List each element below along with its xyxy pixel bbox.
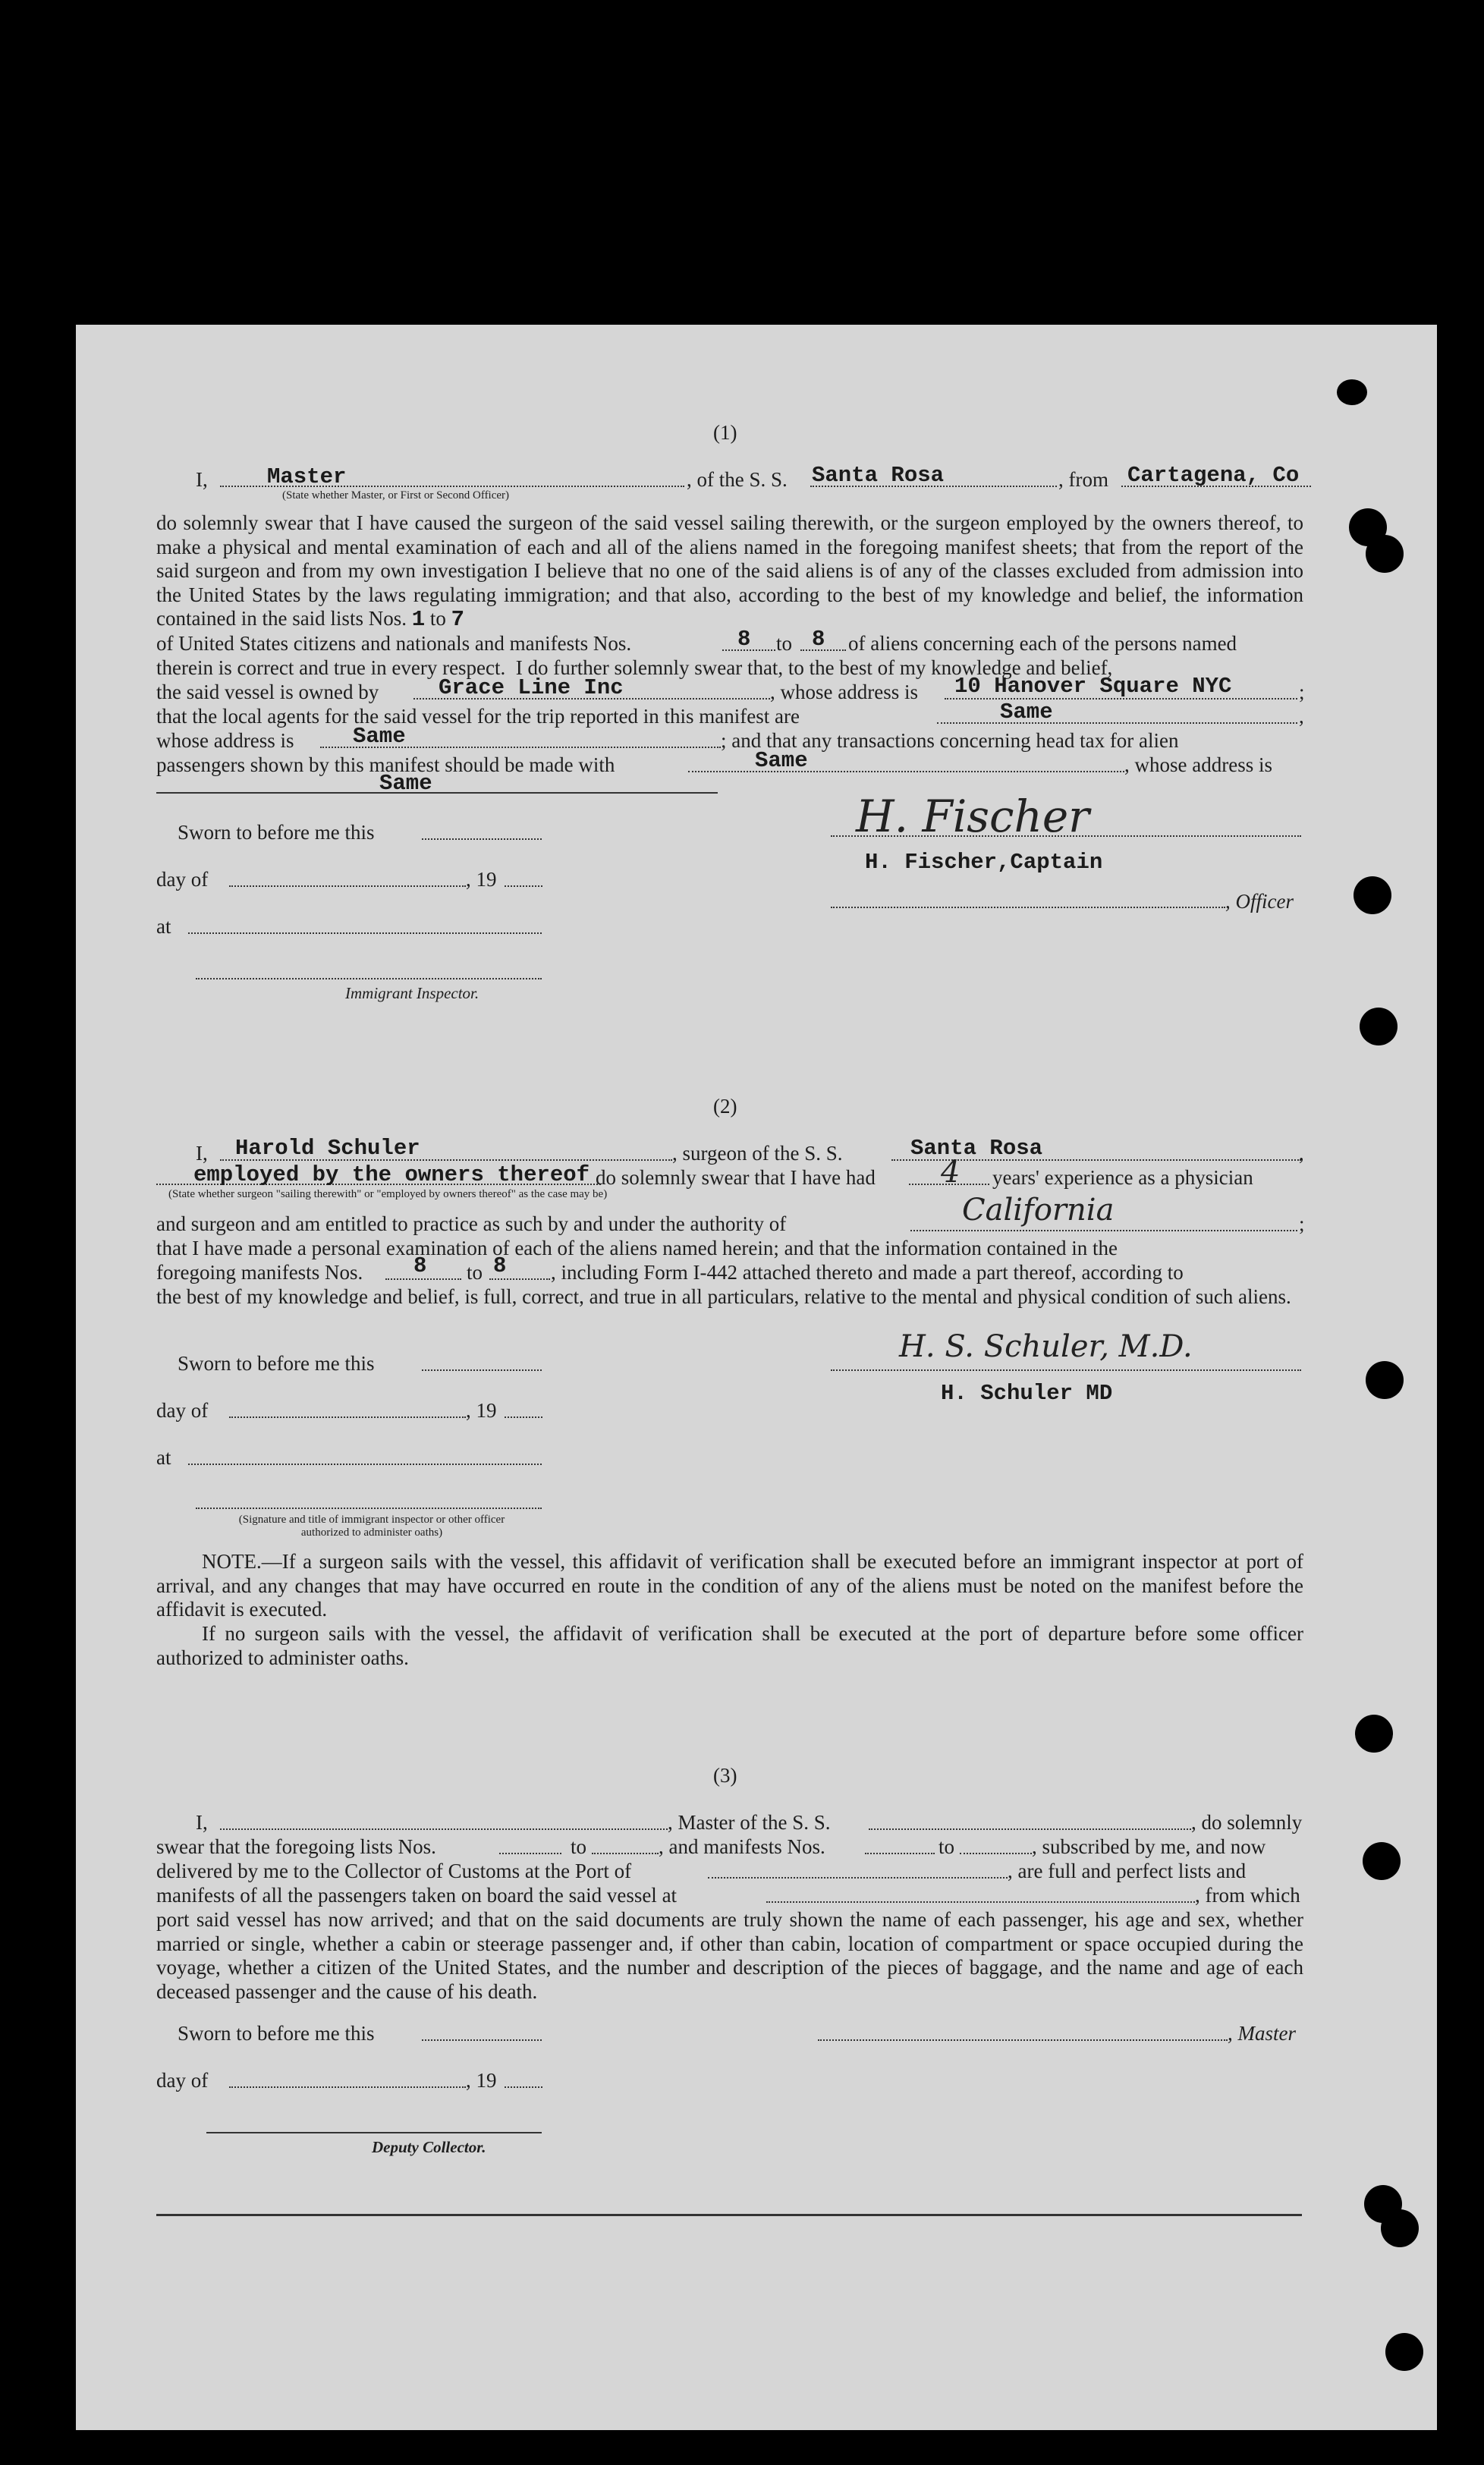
punch-hole [1337, 379, 1367, 405]
punch-hole [1363, 1842, 1401, 1880]
punch-hole [1366, 1361, 1404, 1399]
field-line [505, 885, 542, 887]
intro-prefix: I, [196, 1811, 208, 1834]
field-line [206, 2132, 542, 2133]
agents-address-field: Same [353, 724, 406, 749]
including-text: , including Form I-442 attached thereto and made a part thereof, according to [551, 1261, 1184, 1284]
field-line [196, 978, 542, 979]
vessel-name-field: Santa Rosa [812, 463, 945, 488]
label-of-ss: , of the S. S. [687, 468, 788, 491]
label-to: to [467, 1261, 483, 1284]
field-line [229, 885, 466, 887]
inspector-caption: (Signature and title of immigrant inspector or other officer authorized to administer oaths) [238, 1514, 505, 1539]
head-tax-text: ; and that any transactions concerning head tax for alien [721, 729, 1179, 752]
employment-caption: (State whether surgeon "sailing therewith" or "employed by owners thereof" as the case may be) [168, 1188, 608, 1200]
bottom-rule [156, 2214, 1302, 2216]
master-caption: , Master [1228, 2022, 1296, 2045]
year-label: , 19 [466, 2069, 497, 2092]
semicolon: ; [1299, 681, 1305, 703]
day-of-label: day of [156, 868, 209, 891]
lists-to-field: 7 [451, 607, 465, 632]
surgeon-name-field: Harold Schuler [235, 1136, 420, 1161]
punch-hole [1360, 1008, 1398, 1045]
years-text: years' experience as a physician [992, 1166, 1253, 1189]
note-paragraph-2: If no surgeon sails with the vessel, the affidavit of verification shall be executed at the port of departure before some officer authorized to administer oaths. [156, 1622, 1303, 1669]
field-line [229, 1416, 466, 1418]
owner-address-label: , whose address is [770, 681, 918, 703]
note-paragraph [156, 1550, 1303, 1622]
intro-prefix: I, [196, 1142, 208, 1165]
field-line [385, 1278, 461, 1280]
manifests-of-text: manifests of all the passengers taken on board the said vessel at [156, 1884, 678, 1907]
manifest-to-field: 8 [493, 1253, 507, 1278]
field-line [960, 1853, 1032, 1854]
local-agents-field: Same [1000, 700, 1053, 725]
section1-body: do solemnly swear that I have caused the surgeon of the said vessel sailing therewith, or the surgeon employed by the owners thereof, to make a physical and mental examination of each and all of the aliens named in the foregoing manifest sheets; that from the report of the said surgeon and from my own investigation I believe that no one of the said aliens is of any of the classes excluded from admission into the United States by the laws regulating immigration; and that also, according to the best of my knowledge and belief, the information contained in the said lists Nos. 1 to 7 [156, 511, 1303, 632]
do-solemnly-label: , do solemnly [1191, 1811, 1303, 1834]
field-line [422, 1369, 542, 1371]
manifest-from-field: 8 [737, 627, 751, 652]
punch-hole [1355, 1715, 1393, 1753]
manifest-to-field: 8 [812, 627, 825, 652]
subscribed-label: , subscribed by me, and now [1032, 1835, 1266, 1858]
semicolon: ; [1299, 1212, 1305, 1235]
field-line [220, 1828, 668, 1830]
sworn-label: Sworn to before me this [178, 2022, 375, 2045]
master-of-label: , Master of the S. S. [668, 1811, 831, 1834]
signer-name: H. Fischer,Captain [865, 850, 1103, 875]
field-line [869, 1828, 1191, 1830]
head-tax-address-field: Same [379, 771, 432, 796]
at-label: at [156, 1446, 171, 1469]
collector-caption: Deputy Collector. [372, 2138, 486, 2156]
punch-hole [1381, 2209, 1419, 2247]
passengers-text: passengers shown by this manifest should be made with [156, 753, 615, 776]
field-line [937, 722, 1297, 724]
vessel-name-field: Santa Rosa [910, 1136, 1043, 1161]
note-text: —If a surgeon sails with the vessel, this affidavit of verification shall be executed before an immigrant inspector at port of arrival, and any changes that may have occurred en route in the condition of any of the aliens must be noted on the manifest before the affidavit is executed. [156, 1550, 1303, 1621]
authority-field: California [962, 1193, 1115, 1228]
section3-body: port said vessel has now arrived; and that on the said documents are truly shown the name of each passenger, his age and sex, whether married or single, whether a cabin or steerage passenger and, if other than cabin, location of compartment or space occupied during the voyage, whether a citizen of the United States, and the number and description of the pieces of baggage, and the name and age of each deceased passenger and the cause of his death. [156, 1908, 1303, 2003]
field-line [229, 2086, 466, 2088]
officer-rank-field: Master [267, 464, 347, 489]
field-line [422, 838, 542, 840]
field-line [422, 2039, 542, 2041]
field-line [865, 1853, 935, 1854]
field-line [766, 1901, 1195, 1903]
practice-text: and surgeon and am entitled to practice as such by and under the authority of [156, 1212, 787, 1235]
body2-start: of aliens concerning each of the persons named [848, 632, 1237, 655]
field-line [499, 1853, 561, 1854]
employment-field: employed by the owners thereof [193, 1162, 590, 1187]
head-tax-party-field: Same [755, 748, 808, 773]
inspector-caption: Immigrant Inspector. [345, 984, 479, 1002]
sworn-label: Sworn to before me this [178, 821, 375, 844]
punch-hole [1354, 876, 1391, 914]
signature-line [818, 2039, 1228, 2041]
whose-address-label: whose address is [156, 729, 294, 752]
from-port-field: Cartagena, Co [1127, 463, 1300, 488]
intro-prefix: I, [196, 468, 208, 491]
field-line [489, 1278, 550, 1280]
surgeon-of-label: , surgeon of the S. S. [672, 1142, 843, 1165]
day-of-label: day of [156, 2069, 209, 2092]
field-line [505, 2086, 542, 2088]
label-from: , from [1058, 468, 1108, 491]
comma: , [1299, 1142, 1304, 1165]
section-number: (1) [713, 421, 737, 444]
and-manifests-label: , and manifests Nos. [659, 1835, 825, 1858]
lists-from-field: 1 [411, 607, 426, 632]
year-label: , 19 [466, 1399, 497, 1422]
delivered-text: delivered by me to the Collector of Customs at the Port of [156, 1860, 632, 1882]
comma: , [1299, 705, 1304, 728]
full-lists-label: , are full and perfect lists and [1008, 1860, 1247, 1882]
field-line [831, 907, 1225, 908]
section-number: (2) [713, 1095, 737, 1118]
field-line [188, 1464, 542, 1465]
rank-caption: (State whether Master, or First or Second Officer) [282, 489, 510, 501]
whose-address-label: , whose address is [1124, 753, 1272, 776]
field-line [196, 1508, 542, 1509]
signature-line [831, 1369, 1301, 1371]
body2-line: therein is correct and true in every respect. I do further solemnly swear that, to the best of my knowledge and belief, [156, 656, 1113, 679]
manifests-text: foregoing manifests Nos. [156, 1261, 363, 1284]
captain-signature: H. Fischer [856, 791, 1089, 842]
owned-by-text: the said vessel is owned by [156, 681, 379, 703]
from-which-label: , from which [1195, 1884, 1300, 1907]
label-to: to [776, 632, 793, 655]
label-to: to [939, 1835, 955, 1858]
field-line [688, 771, 1124, 772]
label-to: to [571, 1835, 587, 1858]
field-line [156, 792, 718, 794]
us-citizens-text: of United States citizens and nationals and manifests Nos. [156, 632, 632, 655]
note-label: NOTE. [202, 1550, 262, 1573]
day-of-label: day of [156, 1399, 209, 1422]
officer-caption: , Officer [1225, 890, 1294, 913]
field-line [505, 1416, 542, 1418]
owner-address-field: 10 Hanover Square NYC [954, 674, 1232, 699]
local-agents-text: that the local agents for the said vessel for the trip reported in this manifest are [156, 705, 800, 728]
surgeon-signature: H. S. Schuler, M.D. [899, 1329, 1193, 1364]
swear-text: do solemnly swear that I have had [596, 1166, 876, 1189]
exam-text: that I have made a personal examination of each of the aliens named herein; and that the information contained in the [156, 1237, 1118, 1259]
punch-hole [1385, 2333, 1423, 2371]
sworn-label: Sworn to before me this [178, 1352, 375, 1375]
section-number: (3) [713, 1764, 737, 1787]
years-field: 4 [941, 1155, 961, 1190]
closing-text: the best of my knowledge and belief, is full, correct, and true in all particulars, relative to the mental and physical condition of such aliens. [156, 1285, 1291, 1308]
year-label: , 19 [466, 868, 497, 891]
punch-hole [1366, 535, 1404, 573]
field-line [910, 1230, 1297, 1231]
field-line [592, 1853, 659, 1854]
owner-field: Grace Line Inc [439, 675, 624, 700]
field-line [708, 1877, 1008, 1879]
manifest-from-field: 8 [413, 1253, 427, 1278]
signer-name: H. Schuler MD [941, 1381, 1113, 1406]
field-line [188, 932, 542, 934]
lists-text: swear that the foregoing lists Nos. [156, 1835, 436, 1858]
at-label: at [156, 915, 171, 938]
